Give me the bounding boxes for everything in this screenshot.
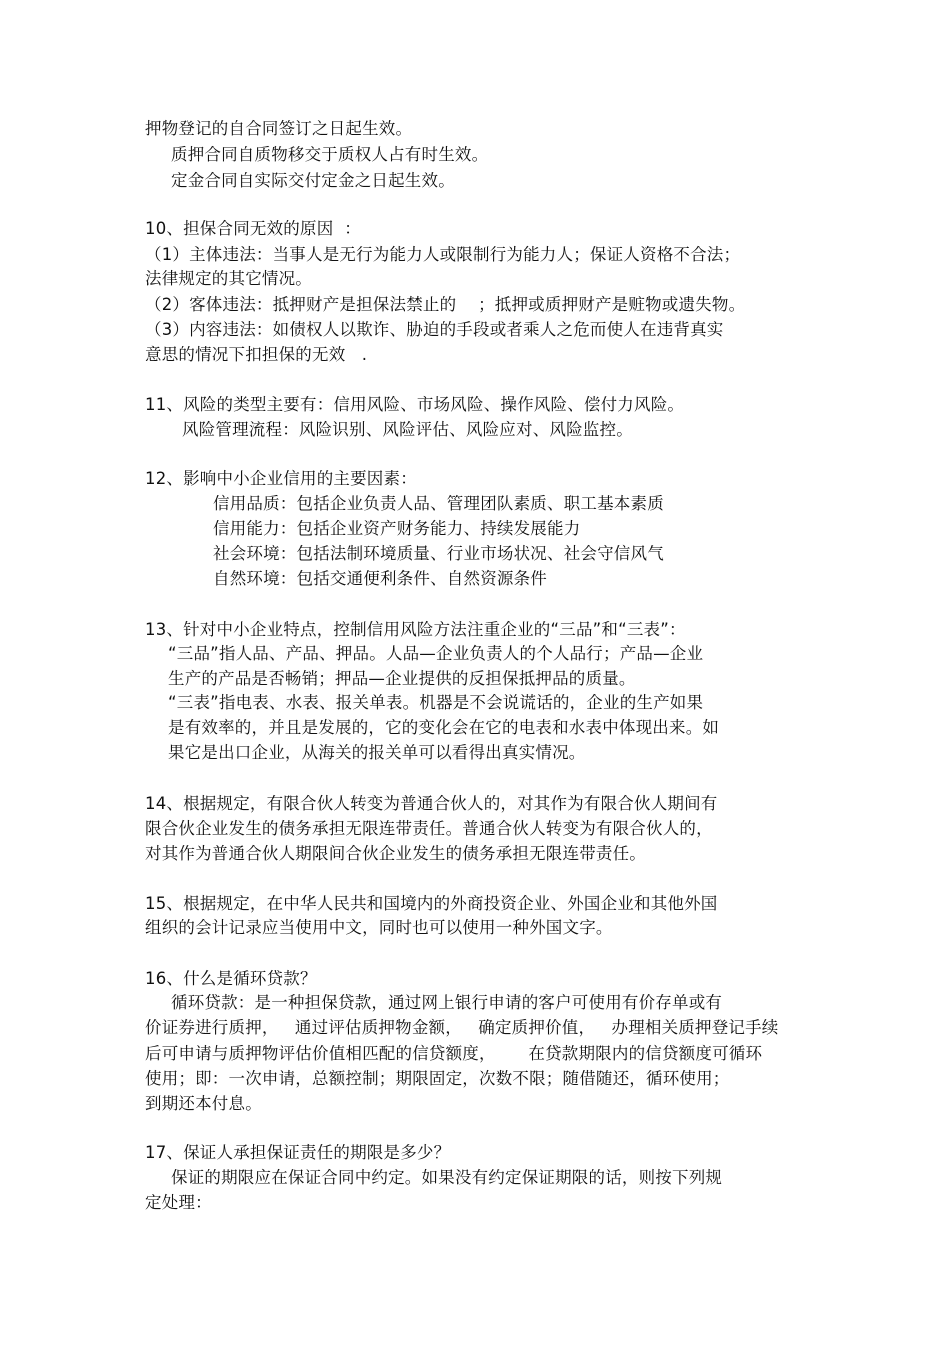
text-line: 后可申请与质押物评估价值相匹配的信贷额度， 在贷款期限内的信贷额度可循环 [145,1044,763,1063]
text-line: 风险管理流程：风险识别、风险评估、风险应对、风险监控。 [182,420,633,439]
text-line: （3）内容违法：如债权人以欺诈、胁迫的手段或者乘人之危而使人在违背真实 [145,320,724,339]
text-line: 定处理： [145,1193,212,1212]
section-heading: 10、担保合同无效的原因 ： [145,219,361,238]
section-heading: 17、保证人承担保证责任的期限是多少？ [145,1143,451,1162]
text-line: 生产的产品是否畅销；押品—企业提供的反担保抵押品的质量。 [168,669,636,688]
text-line: 法律规定的其它情况。 [145,269,312,288]
text-line: 质押合同自质物移交于质权人占有时生效。 [171,145,489,164]
text-line: 押物登记的自合同签订之日起生效。 [145,119,413,138]
text-line: 自然环境：包括交通便利条件、自然资源条件 [213,569,547,588]
text-line: 价证券进行质押， 通过评估质押物金额， 确定质押价值， 办理相关质押登记手续 [145,1018,779,1037]
text-line: （2）客体违法：抵押财产是担保法禁止的 ；抵押或质押财产是赃物或遗失物。 [145,295,746,314]
text-line: 保证的期限应在保证合同中约定。如果没有约定保证期限的话，则按下列规 [171,1168,723,1187]
section-heading: 13、针对中小企业特点，控制信用风险方法注重企业的“三品”和“三表”： [145,620,686,639]
section-heading: 12、影响中小企业信用的主要因素： [145,469,417,488]
text-line: “三品”指人品、产品、押品。人品—企业负责人的个人品行；产品—企业 [168,644,704,663]
section-heading: 14、根据规定，有限合伙人转变为普通合伙人的，对其作为有限合伙人期间有 [145,794,718,813]
text-line: 果它是出口企业，从海关的报关单可以看得出真实情况。 [168,743,586,762]
text-line: 组织的会计记录应当使用中文，同时也可以使用一种外国文字。 [145,918,613,937]
text-line: 到期还本付息。 [145,1094,262,1113]
text-line: 对其作为普通合伙人期限间合伙企业发生的债务承担无限连带责任。 [145,844,646,863]
text-line: 是有效率的，并且是发展的，它的变化会在它的电表和水表中体现出来。如 [168,718,720,737]
text-line: 使用；即：一次申请，总额控制；期限固定，次数不限；随借随还，循环使用； [145,1069,730,1088]
text-line: 意思的情况下扣担保的无效 . [145,345,368,364]
section-heading: 11、风险的类型主要有：信用风险、市场风险、操作风险、偿付力风险。 [145,395,685,414]
section-heading: 16、什么是循环贷款？ [145,969,317,988]
section-heading: 15、根据规定，在中华人民共和国境内的外商投资企业、外国企业和其他外国 [145,894,718,913]
text-line: 限合伙企业发生的债务承担无限连带责任。普通合伙人转变为有限合伙人的， [145,819,713,838]
text-line: 循环贷款：是一种担保贷款，通过网上银行申请的客户可使用有价存单或有 [171,993,723,1012]
text-line: 信用能力：包括企业资产财务能力、持续发展能力 [213,519,581,538]
text-line: “三表”指电表、水表、报关单表。机器是不会说谎话的，企业的生产如果 [168,693,704,712]
text-line: 社会环境：包括法制环境质量、行业市场状况、社会守信风气 [213,544,664,563]
text-line: 信用品质：包括企业负责人品、管理团队素质、职工基本素质 [213,494,664,513]
text-line: （1）主体违法：当事人是无行为能力人或限制行为能力人；保证人资格不合法； [145,245,741,264]
text-line: 定金合同自实际交付定金之日起生效。 [171,171,455,190]
